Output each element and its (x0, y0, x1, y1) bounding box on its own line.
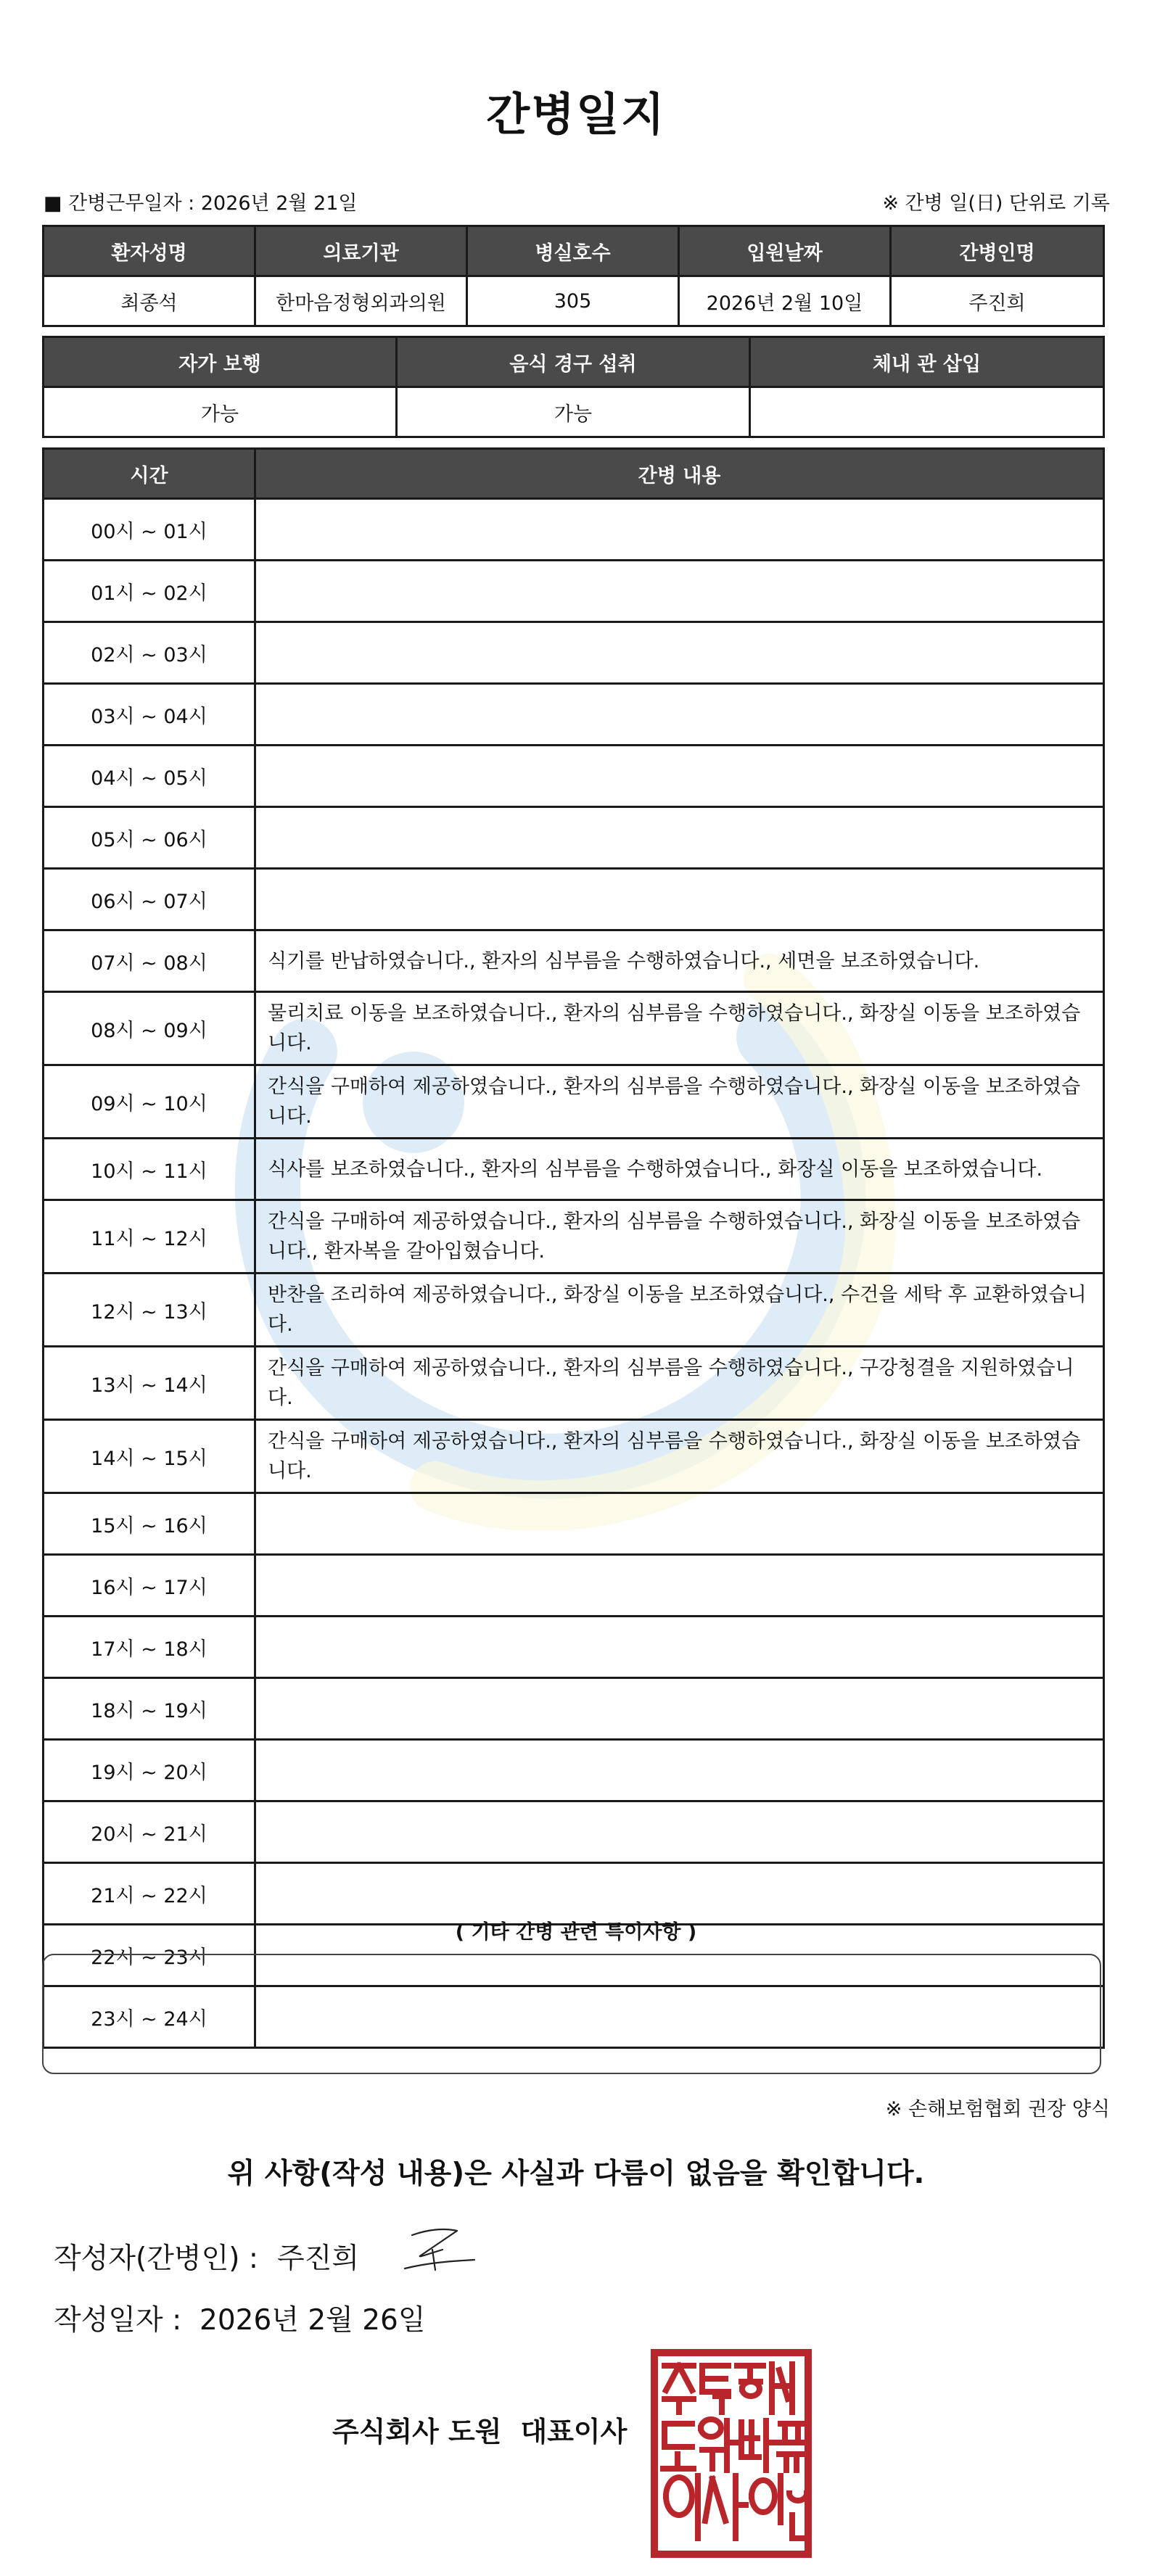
table-row (44, 1863, 1104, 1925)
remarks-title: ( 기타 간병 관련 특이사항 ) (455, 1921, 697, 1944)
time-slot: 04시 ~ 05시 (44, 746, 255, 807)
patient-info-table (42, 225, 1105, 327)
time-slot: 12시 ~ 13시 (44, 1273, 255, 1347)
representative-title: 대표이사 (520, 2416, 628, 2448)
care-content (255, 746, 1104, 807)
time-slot: 19시 ~ 20시 (44, 1740, 255, 1801)
table-row (44, 622, 1104, 684)
table-row (44, 1617, 1104, 1678)
care-content (255, 807, 1104, 869)
time-slot: 22시 ~ 23시 (44, 1925, 255, 1986)
table-row (44, 1555, 1104, 1617)
time-slot: 16시 ~ 17시 (44, 1555, 255, 1617)
tube-insertion-value (750, 387, 1104, 437)
time-slot: 15시 ~ 16시 (44, 1493, 255, 1555)
care-content (255, 684, 1104, 746)
confirmation-statement: 위 사항(작성 내용)은 사실과 다름이 없음을 확인합니다. (227, 2158, 925, 2190)
care-content: 간식을 구매하여 제공하였습니다., 환자의 심부름을 수행하였습니다., 화장실 이동을 보조하였습니다. (255, 1420, 1104, 1493)
header-care-content: 간병 내용 (255, 449, 1104, 499)
time-slot: 11시 ~ 12시 (44, 1200, 255, 1273)
caregiver-name-value: 주진희 (891, 276, 1104, 326)
header-walking: 자가 보행 (44, 337, 397, 387)
header-time: 시간 (44, 449, 255, 499)
time-slot: 02시 ~ 03시 (44, 622, 255, 684)
care-content (255, 499, 1104, 561)
write-date-value: 2026년 2월 26일 (199, 2304, 426, 2337)
care-content: 식기를 반납하였습니다., 환자의 심부름을 수행하였습니다., 세면을 보조하였습니다. (255, 930, 1104, 992)
care-content: 간식을 구매하여 제공하였습니다., 환자의 심부름을 수행하였습니다., 화장실 이동을 보조하였습니다. (255, 1065, 1104, 1139)
table-row (44, 1740, 1104, 1801)
time-slot: 07시 ~ 08시 (44, 930, 255, 992)
time-slot: 20시 ~ 21시 (44, 1801, 255, 1863)
time-slot: 14시 ~ 15시 (44, 1420, 255, 1493)
table-row (44, 992, 1104, 1065)
company-name: 주식회사 도원 (332, 2416, 502, 2448)
care-content: 간식을 구매하여 제공하였습니다., 환자의 심부름을 수행하였습니다., 구강청결을 지원하였습니다. (255, 1347, 1104, 1420)
care-content (255, 1678, 1104, 1740)
time-slot: 03시 ~ 04시 (44, 684, 255, 746)
header-hospital: 의료기관 (255, 226, 467, 276)
care-content: 간식을 구매하여 제공하였습니다., 환자의 심부름을 수행하였습니다., 화장실 이동을 보조하였습니다., 환자복을 갈아입혔습니다. (255, 1200, 1104, 1273)
time-slot: 00시 ~ 01시 (44, 499, 255, 561)
time-slot: 18시 ~ 19시 (44, 1678, 255, 1740)
hourly-care-log-table (42, 447, 1105, 2049)
table-row (44, 1493, 1104, 1555)
time-slot: 05시 ~ 06시 (44, 807, 255, 869)
header-patient-name: 환자성명 (44, 226, 255, 276)
writer-label: 작성자(간병인) : (54, 2242, 259, 2275)
table-row (44, 1678, 1104, 1740)
patient-status-table (42, 336, 1105, 438)
company-line (332, 2409, 627, 2449)
header-oral-intake: 음식 경구 섭취 (397, 337, 750, 387)
time-slot: 13시 ~ 14시 (44, 1347, 255, 1420)
oral-intake-value: 가능 (397, 387, 750, 437)
care-content (255, 1801, 1104, 1863)
writer-line (54, 2236, 359, 2276)
care-content (255, 1740, 1104, 1801)
table-row (44, 1347, 1104, 1420)
company-seal-icon (650, 2348, 812, 2559)
table-row (44, 807, 1104, 869)
time-slot: 08시 ~ 09시 (44, 992, 255, 1065)
care-content: 물리치료 이동을 보조하였습니다., 환자의 심부름을 수행하였습니다., 화장실 이동을 보조하였습니다. (255, 992, 1104, 1065)
record-unit-note: ※ 간병 일(日) 단위로 기록 (882, 192, 1110, 215)
table-row (44, 869, 1104, 930)
table-row (44, 930, 1104, 992)
table-row (44, 1801, 1104, 1863)
table-row (44, 499, 1104, 561)
document-title: 간병일지 (486, 88, 666, 141)
care-content (255, 1493, 1104, 1555)
care-content (255, 622, 1104, 684)
hospital-value: 한마음정형외과의원 (255, 276, 467, 326)
time-slot: 06시 ~ 07시 (44, 869, 255, 930)
table-row (44, 1273, 1104, 1347)
table-row (44, 1200, 1104, 1273)
time-slot: 17시 ~ 18시 (44, 1617, 255, 1678)
care-content: 반찬을 조리하여 제공하였습니다., 화장실 이동을 보조하였습니다., 수건을 세탁 후 교환하였습니다. (255, 1273, 1104, 1347)
table-row (44, 684, 1104, 746)
table-row (44, 561, 1104, 622)
patient-name-value: 최종석 (44, 276, 255, 326)
header-caregiver-name: 간병인명 (891, 226, 1104, 276)
write-date-label: 작성일자 : (54, 2304, 182, 2337)
time-slot: 01시 ~ 02시 (44, 561, 255, 622)
care-content (255, 1617, 1104, 1678)
table-row (44, 1065, 1104, 1139)
write-date-line (54, 2298, 426, 2338)
work-date: ■ 간병근무일자 : 2026년 2월 21일 (44, 192, 358, 215)
table-row (44, 746, 1104, 807)
remarks-box (42, 1954, 1101, 2074)
care-content (255, 1555, 1104, 1617)
writer-name: 주진희 (277, 2242, 360, 2275)
time-slot: 10시 ~ 11시 (44, 1139, 255, 1200)
admission-date-value: 2026년 2월 10일 (679, 276, 891, 326)
header-tube-insertion: 체내 관 삽입 (750, 337, 1104, 387)
table-row (44, 1139, 1104, 1200)
log-rows (44, 499, 1104, 2048)
walking-value: 가능 (44, 387, 397, 437)
signature-icon (399, 2221, 479, 2286)
care-content: 식사를 보조하였습니다., 환자의 심부름을 수행하였습니다., 화장실 이동을 보조하였습니다. (255, 1139, 1104, 1200)
header-room-number: 병실호수 (467, 226, 679, 276)
header-admission-date: 입원날짜 (679, 226, 891, 276)
time-slot: 09시 ~ 10시 (44, 1065, 255, 1139)
form-source-note: ※ 손해보험협회 권장 양식 (885, 2098, 1110, 2121)
table-row (44, 1420, 1104, 1493)
care-content (255, 869, 1104, 930)
room-number-value: 305 (467, 276, 679, 326)
time-slot: 23시 ~ 24시 (44, 1986, 255, 2048)
care-content (255, 561, 1104, 622)
care-content (255, 1863, 1104, 1925)
time-slot: 21시 ~ 22시 (44, 1863, 255, 1925)
